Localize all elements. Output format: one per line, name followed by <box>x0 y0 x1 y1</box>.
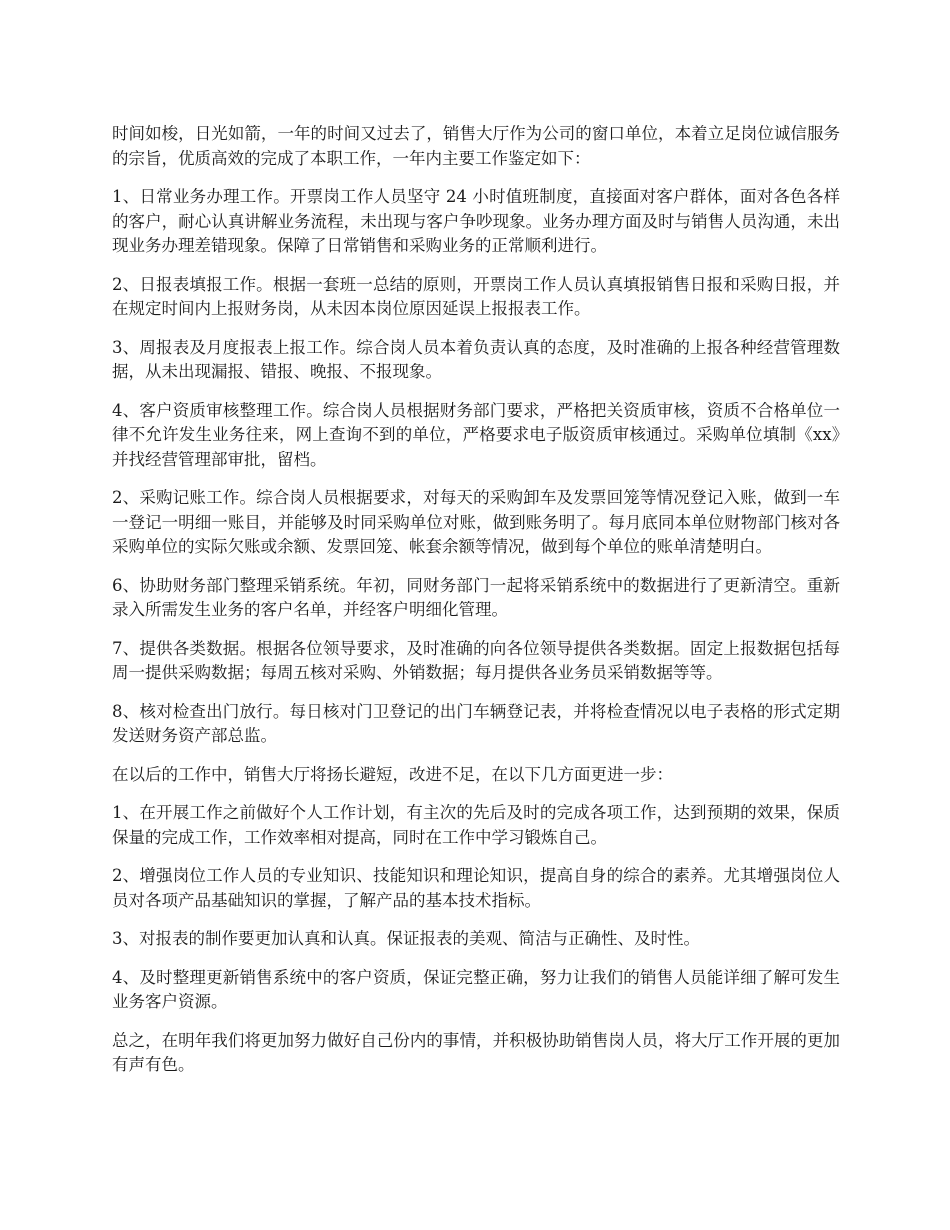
paragraph-plan-2: 2、增强岗位工作人员的专业知识、技能知识和理论知识，提高自身的综合的素养。尤其增强岗位人员对各项产品基础知识的掌握，了解产品的基本技术指标。 <box>112 866 840 910</box>
paragraph-qualification-review: 4、客户资质审核整理工作。综合岗人员根据财务部门要求，严格把关资质审核，资质不合格单位一律不允许发生业务往来，网上查询不到的单位，严格要求电子版资质审核通过。采购单位填制《xx》并找经营管理部审批，留档。 <box>112 400 840 469</box>
intro-paragraph: 时间如梭，日光如箭，一年的时间又过去了，销售大厅作为公司的窗口单位，本着立足岗位诚信服务的宗旨，优质高效的完成了本职工作，一年内主要工作鉴定如下： <box>112 124 840 168</box>
conclusion-paragraph: 总之，在明年我们将更加努力做好自己份内的事情，并积极协助销售岗人员，将大厅工作开展的更加有声有色。 <box>112 1030 840 1074</box>
paragraph-future-intro: 在以后的工作中，销售大厅将扬长避短，改进不足，在以下几方面更进一步： <box>112 764 673 784</box>
paragraph-daily-report: 2、日报表填报工作。根据一套班一总结的原则，开票岗工作人员认真填报销售日报和采购日报，并在规定时间内上报财务岗，从未因本岗位原因延误上报报表工作。 <box>112 274 840 318</box>
document-body <box>112 122 840 1092</box>
paragraph-weekly-monthly-report: 3、周报表及月度报表上报工作。综合岗人员本着负责认真的态度，及时准确的上报各种经营管理数据，从未出现漏报、错报、晚报、不报现象。 <box>112 337 840 381</box>
paragraph-provide-data: 7、提供各类数据。根据各位领导要求，及时准确的向各位领导提供各类数据。固定上报数据包括每周一提供采购数据；每周五核对采购、外销数据；每月提供各业务员采销数据等等。 <box>112 638 840 682</box>
paragraph-daily-business: 1、日常业务办理工作。开票岗工作人员坚守 24 小时值班制度，直接面对客户群体，面对各色各样的客户，耐心认真讲解业务流程，未出现与客户争吵现象。业务办理方面及时与销售人员沟通，未出现业务办理差错现象。保障了日常销售和采购业务的正常顺利进行。 <box>112 187 840 255</box>
paragraph-plan-4: 4、及时整理更新销售系统中的客户资质，保证完整正确，努力让我们的销售人员能详细了解可发生业务客户资源。 <box>112 967 840 1011</box>
paragraph-plan-3: 3、对报表的制作要更加认真和认真。保证报表的美观、简洁与正确性、及时性。 <box>112 929 700 948</box>
paragraph-purchase-accounting: 2、采购记账工作。综合岗人员根据要求，对每天的采购卸车及发票回笼等情况登记入账，做到一车一登记一明细一账目，并能够及时同采购单位对账，做到账务明了。每月底同本单位财物部门核对各采购单位的实际欠账或余额、发票回笼、帐套余额等情况，做到每个单位的账单清楚明白。 <box>112 488 840 556</box>
paragraph-exit-check: 8、核对检查出门放行。每日核对门卫登记的出门车辆登记表，并将检查情况以电子表格的形式定期发送财务资产部总监。 <box>112 701 840 745</box>
paragraph-plan-1: 1、在开展工作之前做好个人工作计划，有主次的先后及时的完成各项工作，达到预期的效果，保质保量的完成工作，工作效率相对提高，同时在工作中学习锻炼自己。 <box>112 803 840 847</box>
paragraph-sales-system: 6、协助财务部门整理采销系统。年初，同财务部门一起将采销系统中的数据进行了更新清空。重新录入所需发生业务的客户名单，并经客户明细化管理。 <box>112 575 840 619</box>
